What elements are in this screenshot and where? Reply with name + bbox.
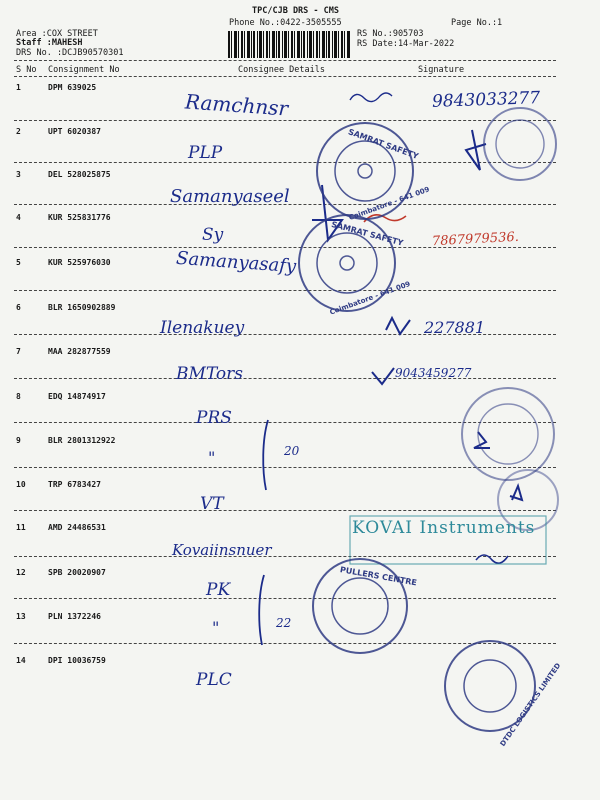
consignee-handwriting: PLC	[196, 670, 232, 690]
consignee-handwriting: BMTors	[176, 364, 244, 384]
bracket-mark	[263, 420, 268, 490]
row-consignment: AMD 24486531	[48, 523, 106, 532]
row-sno: 13	[16, 612, 26, 621]
ditto-mark: "	[208, 448, 216, 467]
staff-label: Staff :MAHESH	[16, 38, 83, 48]
row-sno: 8	[16, 392, 21, 401]
row-consignment: DPI 10036759	[48, 656, 106, 665]
consignee-handwriting: Ramchnsr	[184, 89, 289, 121]
ditto-mark: "	[212, 618, 220, 637]
bracket-count: 20	[284, 444, 300, 458]
round-stamp-partial	[470, 106, 560, 186]
page-number: Page No.:1	[451, 18, 503, 28]
signature-handwriting: 227881	[424, 318, 486, 337]
row-consignment: KUR 525831776	[48, 213, 111, 222]
col-sno: S No	[16, 65, 37, 75]
consignee-handwriting: PRS	[196, 408, 232, 428]
col-consignee: Consignee Details	[238, 65, 325, 75]
row-sno: 3	[16, 170, 21, 179]
row-sno: 1	[16, 83, 21, 92]
row-sno: 9	[16, 436, 21, 445]
consignee-handwriting: Kovaiinsnuer	[172, 541, 272, 559]
row-sno: 5	[16, 258, 21, 267]
area-label: Area :COX STREET	[16, 29, 98, 39]
row-sno: 14	[16, 656, 26, 665]
consignee-handwriting: PK	[206, 580, 231, 600]
samrat-stamp	[296, 212, 412, 317]
row-sno: 4	[16, 213, 21, 222]
drs-number: DRS No. :DCJB90570301	[16, 48, 124, 58]
row-sno: 12	[16, 568, 26, 577]
phone-handwriting: 9843033277	[431, 88, 541, 112]
rs-date: RS Date:14-Mar-2022	[357, 39, 455, 49]
row-consignment: EDQ 14874917	[48, 392, 106, 401]
col-consignment: Consignment No	[48, 65, 120, 75]
samrat-stamp	[314, 120, 431, 223]
consignee-handwriting: VT	[200, 494, 224, 514]
signature-scribble	[350, 93, 392, 102]
row-consignment: UPT 6020387	[48, 127, 101, 136]
stamp-text: SAMRAT SAFETY	[330, 219, 405, 248]
row-consignment: KUR 525976030	[48, 258, 111, 267]
bracket-mark	[259, 575, 264, 645]
row-consignment: TRP 6783427	[48, 480, 101, 489]
stamp-text: SAMRAT SAFETY	[346, 127, 420, 162]
kovai-stamp: KOVAI Instruments	[352, 518, 536, 538]
row-consignment: DPM 639025	[48, 83, 97, 92]
row-consignment: BLR 1650902889	[48, 303, 116, 312]
report-title: TPC/CJB DRS - CMS	[252, 6, 339, 16]
stamp-text: DTDC LOGISTICS LIMITED	[498, 661, 563, 748]
row-consignment: MAA 282877559	[48, 347, 111, 356]
row-consignment: PLN 1372246	[48, 612, 101, 621]
consignee-handwriting: Samanyasafy	[175, 247, 297, 278]
signature-scribble	[372, 368, 394, 384]
bracket-count: 22	[276, 616, 292, 630]
col-signature: Signature	[418, 65, 465, 75]
logistics-stamp	[442, 636, 563, 748]
phone-handwriting: 7867979536.	[431, 229, 520, 250]
stamp-text: Coimbatore - 641 009	[347, 185, 431, 223]
phone-handwriting: 9043459277	[395, 366, 472, 380]
row-sno: 11	[16, 523, 26, 532]
phone-number: Phone No.:0422-3505555	[229, 18, 342, 28]
consignee-handwriting: PLP	[188, 143, 223, 163]
rs-number: RS No.:905703	[357, 29, 424, 39]
stamp-text: Coimbatore - 641 009	[328, 279, 412, 317]
consignee-handwriting: Samanyaseel	[170, 186, 290, 207]
row-sno: 6	[16, 303, 21, 312]
consignee-handwriting: Ilenakuey	[160, 318, 245, 338]
row-consignment: SPB 20020907	[48, 568, 106, 577]
row-sno: 2	[16, 127, 21, 136]
row-consignment: DEL 528025875	[48, 170, 111, 179]
row-sno: 7	[16, 347, 21, 356]
stamp-text: PULLERS CENTRE	[339, 565, 418, 588]
signature-scribble	[386, 318, 410, 334]
consignee-handwriting: Sy	[202, 225, 224, 245]
row-sno: 10	[16, 480, 26, 489]
row-consignment: BLR 2801312922	[48, 436, 116, 445]
pullers-stamp	[310, 556, 418, 656]
